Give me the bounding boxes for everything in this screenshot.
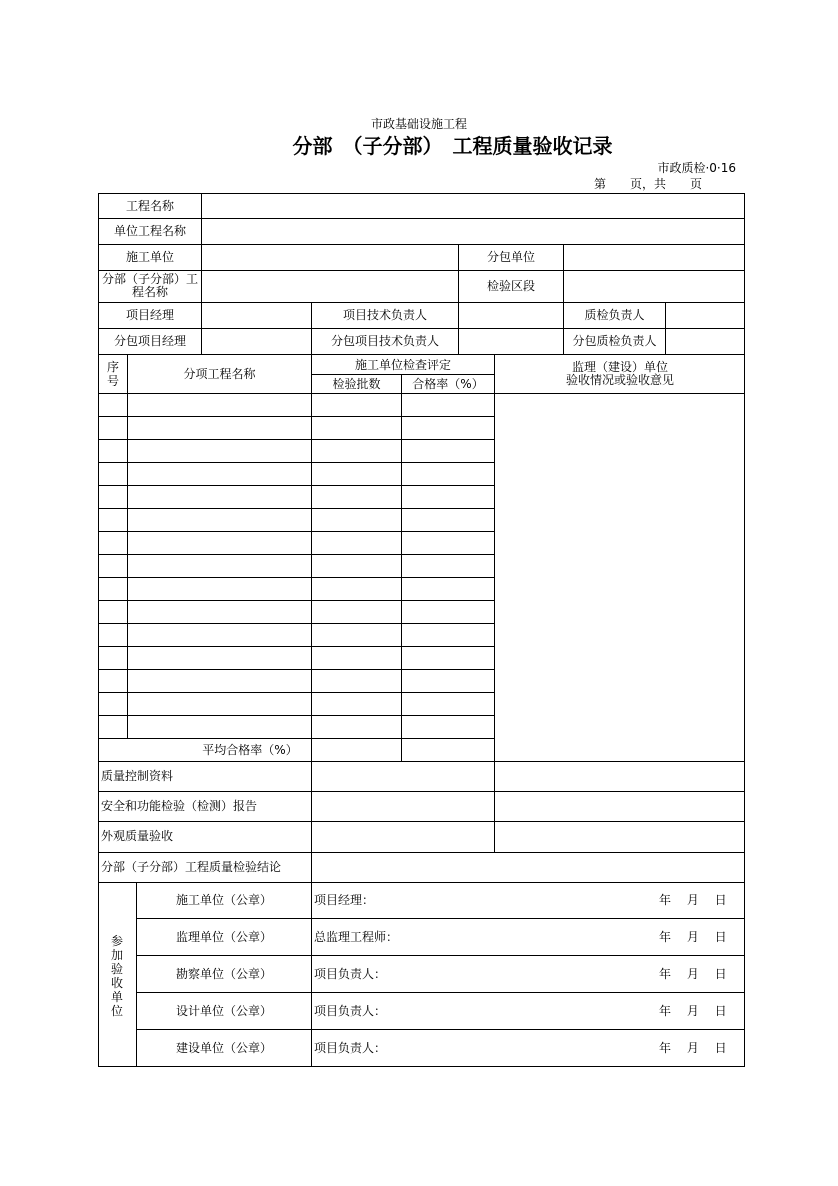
label-appearance: 外观质量验收: [101, 829, 174, 843]
label-conclusion: 分部（子分部）工程质量检验结论: [101, 860, 282, 874]
participant-unit: 施工单位（公章）: [175, 893, 272, 907]
label-division-name: 分部（子分部）工程名称: [101, 272, 198, 299]
label-project-manager: 项目经理: [125, 308, 174, 322]
label-participants-group: 参加验收单位: [110, 934, 123, 1018]
page-info: 第 页，共 页: [594, 177, 703, 191]
participant-person: 项目负责人：: [314, 1041, 387, 1055]
participant-person: 项目负责人：: [314, 1004, 387, 1018]
label-safety-function: 安全和功能检验（检测）报告: [101, 799, 258, 813]
participant-unit: 勘察单位（公章）: [175, 967, 272, 981]
label-sub-project-manager: 分包项目经理: [113, 334, 186, 348]
label-qc-lead: 质检负责人: [584, 308, 645, 322]
label-average-pass-rate: 平均合格率（%）: [202, 743, 298, 757]
label-unit-project-name: 单位工程名称: [113, 224, 186, 238]
label-sub-qc-lead: 分包质检负责人: [572, 334, 657, 348]
form-code: 市政质检·0·16: [657, 161, 736, 175]
participant-unit: 监理单位（公章）: [175, 930, 272, 944]
header-construction-check: 施工单位检查评定: [354, 358, 451, 372]
participant-person: 项目经理：: [314, 893, 375, 907]
participant-unit: 设计单位（公章）: [175, 1004, 272, 1018]
header-supervision-unit: 监理（建设）单位: [571, 360, 668, 374]
header-subitem-name: 分项工程名称: [183, 367, 256, 381]
participant-unit: 建设单位（公章）: [175, 1041, 272, 1055]
participant-date: 年 月 日: [659, 893, 727, 907]
label-project-name: 工程名称: [125, 199, 174, 213]
participant-person: 项目负责人：: [314, 967, 387, 981]
header-batch-count: 检验批数: [332, 377, 381, 391]
participant-date: 年 月 日: [659, 967, 727, 981]
label-quality-control: 质量控制资料: [101, 769, 174, 783]
label-project-tech-lead: 项目技术负责人: [342, 308, 427, 322]
participant-person: 总监理工程师：: [314, 930, 399, 944]
header-supervision-opinion: 验收情况或验收意见: [565, 373, 674, 387]
label-construction-unit: 施工单位: [125, 250, 174, 264]
label-subcontract-unit: 分包单位: [486, 250, 535, 264]
form-title: 分部 （子分部） 工程质量验收记录: [292, 134, 613, 158]
participant-date: 年 月 日: [659, 1041, 727, 1055]
form-subtitle: 市政基础设施工程: [370, 117, 467, 131]
label-inspection-section: 检验区段: [486, 279, 535, 293]
header-pass-rate: 合格率（%）: [412, 377, 484, 391]
header-seq: 序号: [106, 360, 119, 388]
participant-date: 年 月 日: [659, 930, 727, 944]
label-sub-tech-lead: 分包项目技术负责人: [330, 334, 439, 348]
participant-date: 年 月 日: [659, 1004, 727, 1018]
